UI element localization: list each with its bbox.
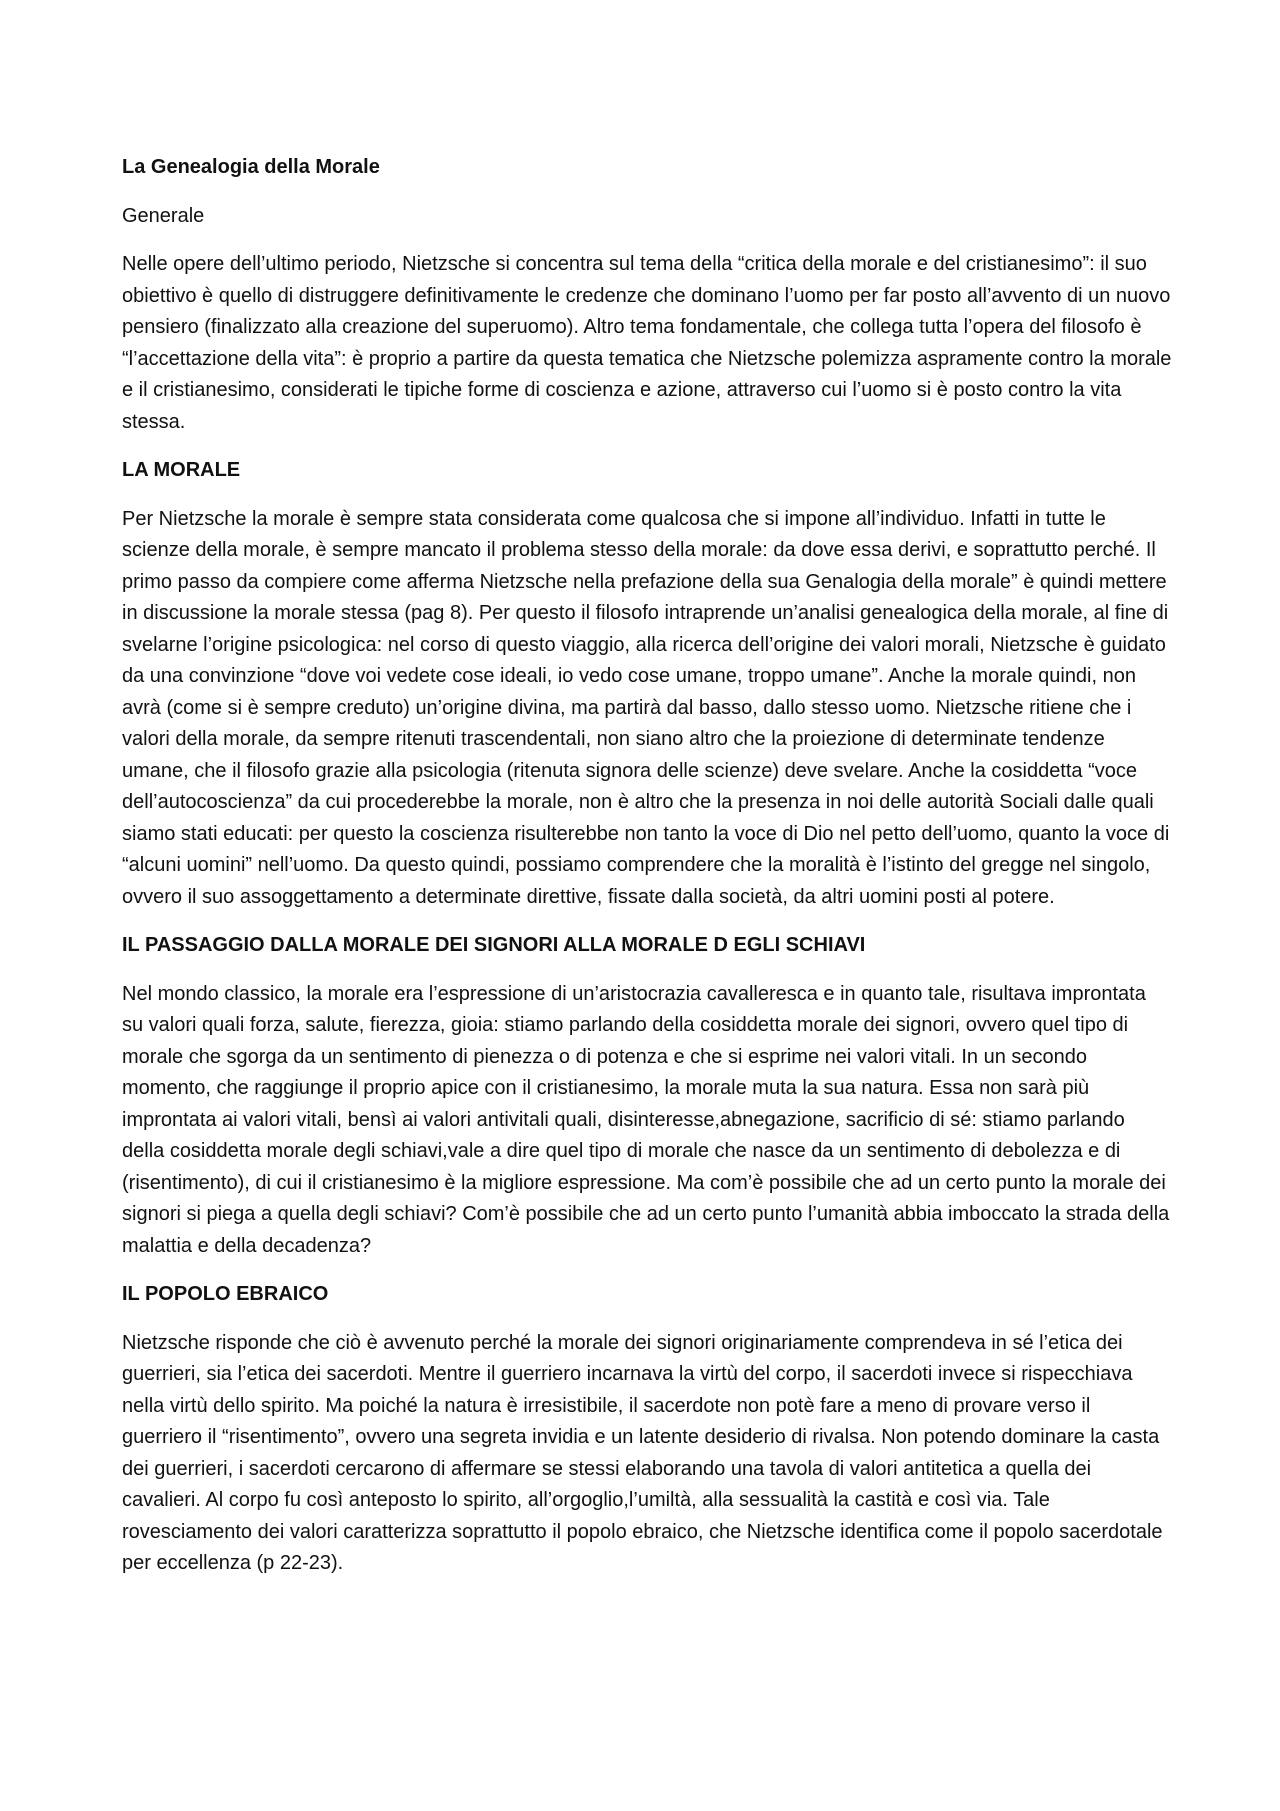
section-paragraph-la-morale: Per Nietzsche la morale è sempre stata considerata come qualcosa che si impone all’individuo. Infatti in tutte le scienze della morale, è sempre mancato il problema stesso della morale: da dove essa derivi, e soprattutto perché. Il primo passo da compiere come afferma Nietzsche nella prefazione della sua Genalogia della morale” è quindi mettere in discussione la morale stessa (pag 8). Per questo il filosofo intraprende un’analisi genealogica della morale, al fine di svelarne l’origine psicologica: nel corso di questo viaggio, alla ricerca dell’origine dei valori morali, Nietzsche è guidato da una convinzione “dove voi vedete cose ideali, io vedo cose umane, troppo umane”. Anche la morale quindi, non avrà (come si è sempre creduto) un’origine divina, ma partirà dal basso, dallo stesso uomo. Nietzsche ritiene che i valori della morale, da sempre ritenuti trascendentali, non siano altro che la proiezione di determinate tendenze umane, che il filosofo grazie alla psicologia (ritenuta signora delle scienze) deve svelare. Anche la cosiddetta “voce dell’autocoscienza” da cui procederebbe la morale, non è altro che la presenza in noi delle autorità Sociali dalle quali siamo stati educati: per questo la coscienza risulterebbe non tanto la voce di Dio nel petto dell’uomo, quanto la voce di “alcuni uomini” nell’uomo. Da questo quindi, possiamo comprendere che la moralità è l’istinto del gregge nel singolo, ovvero il suo assoggettamento a determinate direttive, fissate dalla società, da altri uomini posti al potere. — [122, 507, 1170, 908]
section-heading-passaggio: IL PASSAGGIO DALLA MORALE DEI SIGNORI ALLA MORALE D EGLI SCHIAVI — [122, 934, 866, 956]
section-paragraph-passaggio: Nel mondo classico, la morale era l’espressione di un’aristocrazia cavalleresca e in quanto tale, risultava improntata su valori quali forza, salute, fierezza, gioia: stiamo parlando della cosiddetta morale dei signori, ovvero quel tipo di morale che sgorga da un sentimento di pienezza o di potenza e che si esprime nei valori vitali. In un secondo momento, che raggiunge il proprio apice con il cristianesimo, la morale muta la sua natura. Essa non sarà più improntata ai valori vitali, bensì ai valori antivitali quali, disinteresse,abnegazione, sacrificio di sé: stiamo parlando della cosiddetta morale degli schiavi,vale a dire quel tipo di morale che nasce da un sentimento di debolezza e di (risentimento), di cui il cristianesimo è la migliore espressione. Ma com’è possibile che ad un certo punto la morale dei signori si piega a quella degli schiavi? Com’è possibile che ad un certo punto l’umanità abbia imboccato la strada della malattia e della decadenza? — [122, 982, 1170, 1257]
section-paragraph-popolo-ebraico: Nietzsche risponde che ciò è avvenuto perché la morale dei signori originariamente comprendeva in sé l’etica dei guerrieri, sia l’etica dei sacerdoti. Mentre il guerriero incarnava la virtù del corpo, il sacerdoti invece si rispecchiava nella virtù dello spirito. Ma poiché la natura è irresistibile, il sacerdote non potè fare a meno di provare verso il guerriero il “risentimento”, ovvero una segreta invidia e un latente desiderio di rivalsa. Non potendo dominare la casta dei guerrieri, i sacerdoti cercarono di affermare se stessi elaborando una tavola di valori antitetica a quella dei cavalieri. Al corpo fu così anteposto lo spirito, all’orgoglio,l’umiltà, alla sessualità la castità e così via. Tale rovesciamento dei valori caratterizza soprattutto il popolo ebraico, che Nietzsche identifica come il popolo sacerdotale per eccellenza (p 22-23). — [122, 1331, 1163, 1574]
document-subtitle: Generale — [122, 204, 205, 227]
intro-paragraph: Nelle opere dell’ultimo periodo, Nietzsche si concentra sul tema della “critica della morale e del cristianesimo”: il suo obiettivo è quello di distruggere definitivamente le credenze che dominano l’uomo per far posto all’avvento di un nuovo pensiero (finalizzato alla creazione del superuomo). Altro tema fondamentale, che collega tutta l’opera del filosofo è “l’accettazione della vita”: è proprio a partire da questa tematica che Nietzsche polemizza aspramente contro la morale e il cristianesimo, considerati le tipiche forme di coscienza e azione, attraverso cui l’uomo si è posto contro la vita stessa. — [122, 253, 1172, 433]
section-heading-popolo-ebraico: IL POPOLO EBRAICO — [122, 1283, 329, 1305]
document-title: La Genealogia della Morale — [122, 156, 380, 178]
section-heading-la-morale: LA MORALE — [122, 459, 241, 481]
document-page — [122, 152, 1172, 1597]
